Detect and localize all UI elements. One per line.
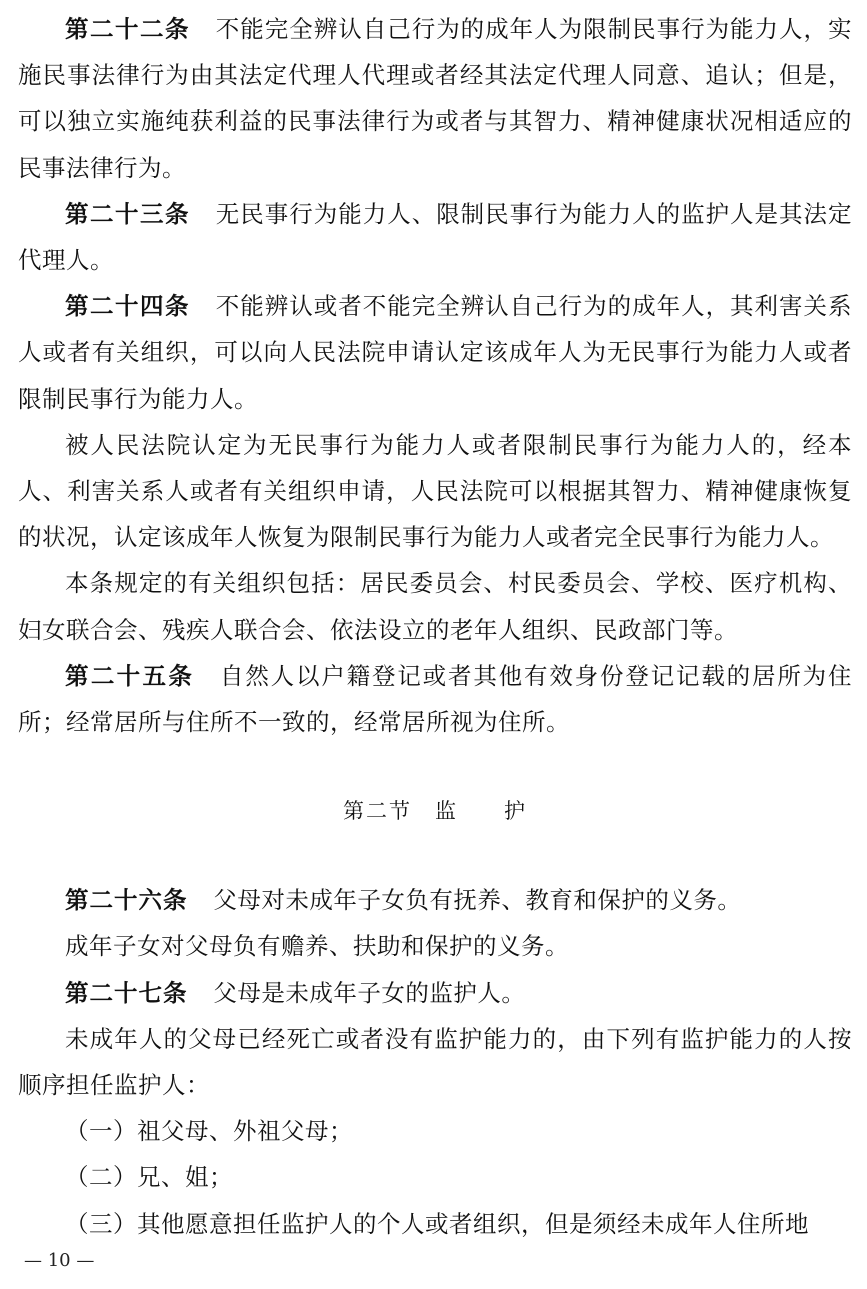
article-label: 第二十五条 [65, 661, 195, 690]
list-item: （二）兄、姐； [65, 1163, 233, 1192]
document-page [18, 6, 852, 1247]
paragraph: 本条规定的有关组织包括：居民委员会、村民委员会、学校、医疗机构、妇女联合会、残疾人联合会、依法设立的老年人组织、民政部门等。 [18, 569, 852, 644]
list-item: （三）其他愿意担任监护人的个人或者组织，但是须经未成年人住所地 [65, 1209, 809, 1238]
article-26 [18, 877, 852, 923]
article-text: 父母对未成年子女负有抚养、教育和保护的义务。 [213, 886, 742, 915]
article-label: 第二十三条 [65, 199, 190, 228]
article-27 [18, 970, 852, 1016]
article-text: 不能完全辨认自己行为的成年人为限制民事行为能力人，实施民事法律行为由其法定代理人代理或者经其法定代理人同意、追认；但是，可以独立实施纯获利益的民事法律行为或者与其智力、精神健康状况相适应的民事法律行为。 [18, 15, 853, 182]
article-24 [18, 283, 852, 422]
article-22 [18, 6, 852, 191]
article-23 [18, 191, 852, 283]
paragraph: 被人民法院认定为无民事行为能力人或者限制民事行为能力人的，经本人、利害关系人或者有关组织申请，人民法院可以根据其智力、精神健康恢复的状况，认定该成年人恢复为限制民事行为能力人或者完全民事行为能力人。 [18, 430, 852, 552]
article-label: 第二十七条 [65, 978, 188, 1007]
article-text: 无民事行为能力人、限制民事行为能力人的监护人是其法定代理人。 [18, 199, 853, 275]
article-label: 第二十六条 [65, 886, 188, 915]
list-item: （一）祖父母、外祖父母； [65, 1117, 353, 1146]
article-label: 第二十四条 [65, 292, 190, 321]
article-text: 不能辨认或者不能完全辨认自己行为的成年人，其利害关系人或者有关组织，可以向人民法院申请认定该成年人为无民事行为能力人或者限制民事行为能力人。 [18, 292, 853, 413]
article-25 [18, 653, 852, 745]
article-label: 第二十二条 [65, 15, 190, 43]
article-text: 父母是未成年子女的监护人。 [213, 978, 526, 1007]
paragraph: 未成年人的父母已经死亡或者没有监护能力的，由下列有监护能力的人按顺序担任监护人： [18, 1024, 852, 1100]
section-heading: 第二节 监 护 [343, 799, 527, 824]
paragraph: 成年子女对父母负有赡养、扶助和保护的义务。 [65, 932, 569, 961]
article-text: 自然人以户籍登记或者其他有效身份登记记载的居所为住所；经常居所与住所不一致的，经常居所视为住所。 [18, 661, 853, 737]
page-number: — 10 — [24, 1250, 95, 1271]
